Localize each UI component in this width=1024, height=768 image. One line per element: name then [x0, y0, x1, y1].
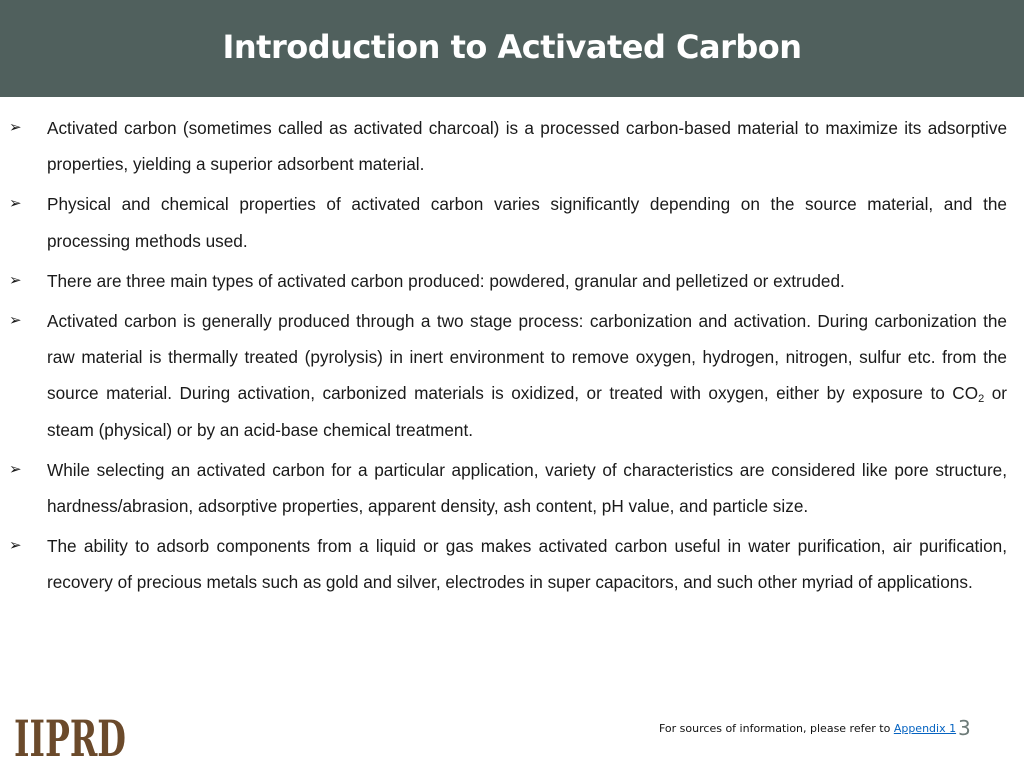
bullet-item	[0, 303, 1024, 448]
bullet-text: Activated carbon (sometimes called as activated charcoal) is a processed carbon-based material to maximize its adsorptive properties, yielding a superior adsorbent material.	[47, 118, 1007, 175]
bullet-item	[0, 110, 1024, 182]
bullet-text: While selecting an activated carbon for a particular application, variety of characteristics are considered like pore structure, hardness/abrasion, adsorptive properties, apparent density, ash content, pH value, and particle size.	[47, 459, 1007, 517]
arrow-bullet-icon: ➢	[9, 119, 22, 136]
bullet-text-part: Activated carbon is generally produced through a two stage process: carbonization and activation. During carbonization the raw material is thermally treated (pyrolysis) in inert environment to remove oxygen, hydrogen, nitrogen, sulfur etc. from the source material. During activation, carbonized materials is oxidized, or treated with oxygen, either by exposure to CO	[47, 311, 1007, 404]
co2-subscript: 2	[978, 393, 985, 406]
iiprd-logo-icon	[14, 709, 150, 768]
bullet-item	[0, 186, 1024, 258]
bullet-text: There are three main types of activated carbon produced: powdered, granular and pelletized or extruded.	[47, 270, 845, 291]
page-number: 3	[958, 716, 971, 740]
bullet-text: Physical and chemical properties of activated carbon varies significantly depending on the source material, and the processing methods used.	[47, 194, 1007, 251]
slide-title: Introduction to Activated Carbon	[222, 27, 802, 66]
bullet-list	[0, 110, 1024, 605]
bullet-item	[0, 452, 1024, 524]
source-note	[659, 722, 956, 735]
logo-wordmark: IIPRD	[14, 709, 126, 768]
bullet-item	[0, 528, 1024, 600]
arrow-bullet-icon: ➢	[9, 537, 22, 555]
source-note-text: For sources of information, please refer to	[659, 722, 894, 735]
bullet-text	[47, 311, 1007, 440]
arrow-bullet-icon: ➢	[9, 460, 22, 478]
bullet-text-part: or steam (physical) or by an acid-base chemical treatment.	[47, 383, 1007, 440]
bullet-item	[0, 263, 1024, 299]
appendix-link[interactable]: Appendix 1	[893, 722, 957, 735]
title-bar	[0, 0, 1024, 97]
arrow-bullet-icon: ➢	[9, 271, 22, 289]
bullet-text: The ability to adsorb components from a liquid or gas makes activated carbon useful in water purification, air purification, recovery of precious metals such as gold and silver, electrodes in super capacitors, and such other myriad of applications.	[47, 536, 1007, 593]
arrow-bullet-icon: ➢	[9, 195, 22, 213]
arrow-bullet-icon: ➢	[9, 312, 22, 330]
